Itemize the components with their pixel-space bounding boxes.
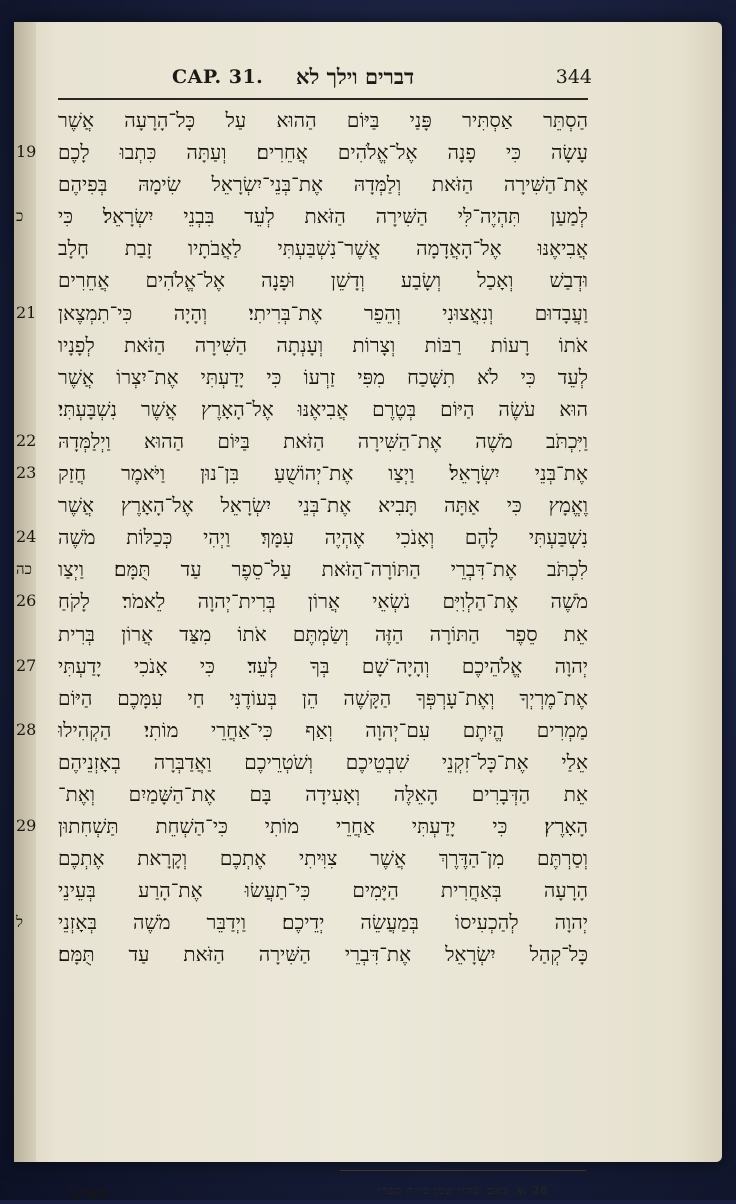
- text-line: [58, 842, 588, 874]
- line-text: וֶאֱמָץ כִּי אַתָּה תָּבִיא אֶת־בְּנֵי יִשְׂרָאֵל אֶל־הָאָרֶץ אֲשֶׁר: [58, 493, 588, 518]
- line-text: מַמְרִים הֱיִתֶם עִם־יְהוָה וְאַף כִּי־אַחֲרֵי מוֹתִי׃ הַקְהִילוּ: [58, 717, 588, 742]
- verse-number: [16, 232, 52, 264]
- text-line: [58, 682, 588, 714]
- running-head: [172, 66, 592, 96]
- book-title: דברים וילך לא: [296, 64, 415, 89]
- catchword: האזינו: [70, 1184, 108, 1203]
- line-text: עָשָׂה כִּי פָנָה אֶל־אֱלֹהִים אֲחֵרִים׃ וְעַתָּה כִּתְבוּ לָכֶם: [58, 140, 588, 165]
- text-line: [16, 425, 588, 457]
- line-text: אֶת־מֶרְיְךָ וְאֶת־עָרְפְּךָ הַקָּשֶׁה הֵן בְּעוֹדֶנִּי חַי עִמָּכֶם הַיּוֹם: [58, 685, 588, 710]
- verse-number: 27: [16, 655, 37, 675]
- text-line: [16, 457, 588, 489]
- footnote-rule: [340, 1170, 586, 1171]
- verse-number: [16, 393, 52, 425]
- verse-number: 22: [16, 430, 37, 450]
- text-line: [58, 874, 588, 906]
- text-line: [58, 938, 588, 970]
- verse-number: [16, 361, 52, 393]
- footnote: v. 28. באם שהיו שמן בי״ה ספרי: [377, 1184, 549, 1197]
- line-text: לְעֵד כִּי לֹא תִשָּׁכַח מִפִּי זַרְעוֹ כִּי יָדַעְתִּי אֶת־יִצְרוֹ אֲשֶׁר: [58, 364, 588, 389]
- text-line: [58, 104, 588, 136]
- line-text: אֶת־הַשִּׁירָה הַזֹּאת וְלַמְּדָהּ אֶת־בְּנֵי־יִשְׂרָאֵל שִׂימָהּ בְּפִיהֶם: [58, 172, 588, 197]
- verse-number: [16, 938, 52, 970]
- line-text: וַיִּכְתֹּב מֹשֶׁה אֶת־הַשִּׁירָה הַזֹּאת בַּיּוֹם הַהוּא וַיְלַמְּדָהּ: [58, 428, 588, 453]
- line-text: וְסַרְתֶּם מִן־הַדֶּרֶךְ אֲשֶׁר צִוִּיתִי אֶתְכֶם וְקָרָאת אֶתְכֶם: [58, 846, 588, 871]
- header-rule: [58, 98, 588, 100]
- verse-number: כה: [16, 560, 32, 579]
- line-text: יְהוָה לְהַכְעִיסוֹ בְּמַעֲשֵׂה יְדֵיכֶם׃ וַיְדַבֵּר מֹשֶׁה בְּאָזְנֵי: [58, 910, 588, 935]
- text-line: [16, 714, 588, 746]
- line-text: הָרָעָה בְּאַחֲרִית הַיָּמִים כִּי־תַעֲשׂוּ אֶת־הָרַע בְּעֵינֵי: [58, 878, 588, 903]
- text-line: [58, 393, 588, 425]
- text-line: [16, 810, 588, 842]
- verse-number: [16, 104, 52, 136]
- line-text: יְהוָה אֱלֹהֵיכֶם וְהָיָה־שָׁם בְּךָ לְעֵד׃ כִּי אָנֹכִי יָדַעְתִּי: [58, 653, 588, 678]
- text-line: [58, 778, 588, 810]
- verse-number: [16, 329, 52, 361]
- verse-number: 21: [16, 302, 37, 322]
- text-line: [16, 553, 588, 585]
- line-text: לְמַעַן תִּהְיֶה־לִּי הַשִּׁירָה הַזֹּאת לְעֵד בִּבְנֵי יִשְׂרָאֵל׃ כִּי: [58, 204, 588, 229]
- line-text: לִכְתֹּב אֶת־דִּבְרֵי הַתּוֹרָה־הַזֹּאת עַל־סֵפֶר עַד תֻּמָּם׃ וַיְצַו: [58, 557, 588, 582]
- verse-number: 26: [16, 591, 37, 611]
- hebrew-text-block: [16, 104, 588, 971]
- line-text: וּדְבַשׁ וְאָכַל וְשָׂבַע וְדָשֵׁן וּפָנָה אֶל־אֱלֹהִים אֲחֵרִים: [58, 268, 588, 293]
- text-line: [58, 361, 588, 393]
- line-text: אֵלַי אֶת־כָּל־זִקְנֵי שִׁבְטֵיכֶם וְשֹׁטְרֵיכֶם וַאֲדַבְּרָה בְאָזְנֵיהֶם: [58, 749, 588, 774]
- verse-number: [16, 264, 52, 296]
- verse-number: [16, 682, 52, 714]
- text-line: [16, 297, 588, 329]
- text-line: [16, 521, 588, 553]
- text-line: [16, 585, 588, 617]
- page-number: 344: [555, 66, 592, 88]
- text-line: [58, 489, 588, 521]
- verse-number: [16, 874, 52, 906]
- line-text: אֲבִיאֶנּוּ אֶל־הָאֲדָמָה אֲשֶׁר־נִשְׁבַּעְתִּי לַאֲבֹתָיו זָבַת חָלָב: [58, 236, 588, 261]
- text-line: [58, 746, 588, 778]
- verse-number: 28: [16, 719, 37, 739]
- verse-number: כ: [16, 207, 24, 226]
- text-line: [58, 618, 588, 650]
- verse-number: [16, 168, 52, 200]
- verse-number: 24: [16, 527, 37, 547]
- text-line: [58, 329, 588, 361]
- verse-number: [16, 778, 52, 810]
- verse-number: 29: [16, 816, 37, 836]
- verse-number: [16, 489, 52, 521]
- verse-number: ל: [16, 913, 24, 932]
- line-text: אֵת הַדְּבָרִים הָאֵלֶּה וְאָעִידָה בָּם אֶת־הַשָּׁמַיִם וְאֶת־: [58, 781, 588, 806]
- line-text: מֹשֶׁה אֶת־הַלְוִיִּם נֹשְׂאֵי אֲרוֹן בְּרִית־יְהוָה לֵאמֹר׃ לָקֹחַ: [58, 589, 588, 614]
- verse-number: [16, 618, 52, 650]
- text-line: [58, 168, 588, 200]
- text-line: [16, 136, 588, 168]
- text-line: [16, 200, 588, 232]
- text-line: [16, 906, 588, 938]
- line-text: כָּל־קְהַל יִשְׂרָאֵל אֶת־דִּבְרֵי הַשִּׁירָה הַזֹּאת עַד תֻּמָּם׃: [58, 942, 588, 967]
- line-text: אֹתוֹ רָעוֹת רַבּוֹת וְצָרוֹת וְעָנְתָה הַשִּׁירָה הַזֹּאת לְפָנָיו: [58, 332, 588, 357]
- text-line: [58, 264, 588, 296]
- line-text: וַעֲבָדוּם וְנִאֲצוּנִי וְהֵפֵר אֶת־בְּרִיתִי׃ וְהָיָה כִּי־תִמְצֶאןָ: [58, 300, 588, 325]
- line-text: הָאָרֶץ׃ כִּי יָדַעְתִּי אַחֲרֵי מוֹתִי כִּי־הַשְׁחֵת תַּשְׁחִתוּן: [58, 814, 588, 839]
- line-text: אֵת סֵפֶר הַתּוֹרָה הַזֶּה וְשַׂמְתֶּם אֹתוֹ מִצַּד אֲרוֹן בְּרִית: [58, 621, 588, 646]
- text-line: [58, 232, 588, 264]
- line-text: הַסְתֵּר אַסְתִּיר פָּנַי בַּיּוֹם הַהוּא עַל כָּל־הָרָעָה אֲשֶׁר: [58, 108, 588, 132]
- chapter-label: CAP. 31.: [172, 66, 264, 88]
- verse-number: [16, 842, 52, 874]
- verse-number: [16, 746, 52, 778]
- line-text: הוּא עֹשֶׂה הַיּוֹם בְּטֶרֶם אֲבִיאֶנּוּ אֶל־הָאָרֶץ אֲשֶׁר נִשְׁבָּעְתִּי׃: [58, 396, 588, 421]
- line-text: אֶת־בְּנֵי יִשְׂרָאֵל׃ וַיְצַו אֶת־יְהוֹשֻׁעַ בִּן־נוּן וַיֹּאמֶר חֲזַק: [58, 461, 588, 486]
- verse-number: 23: [16, 463, 37, 483]
- verse-number: 19: [16, 142, 37, 162]
- text-line: [16, 650, 588, 682]
- line-text: נִשְׁבַּעְתִּי לָהֶם וְאָנֹכִי אֶהְיֶה עִמָּךְ׃ וַיְהִי כְּכַלּוֹת מֹשֶׁה: [58, 525, 588, 550]
